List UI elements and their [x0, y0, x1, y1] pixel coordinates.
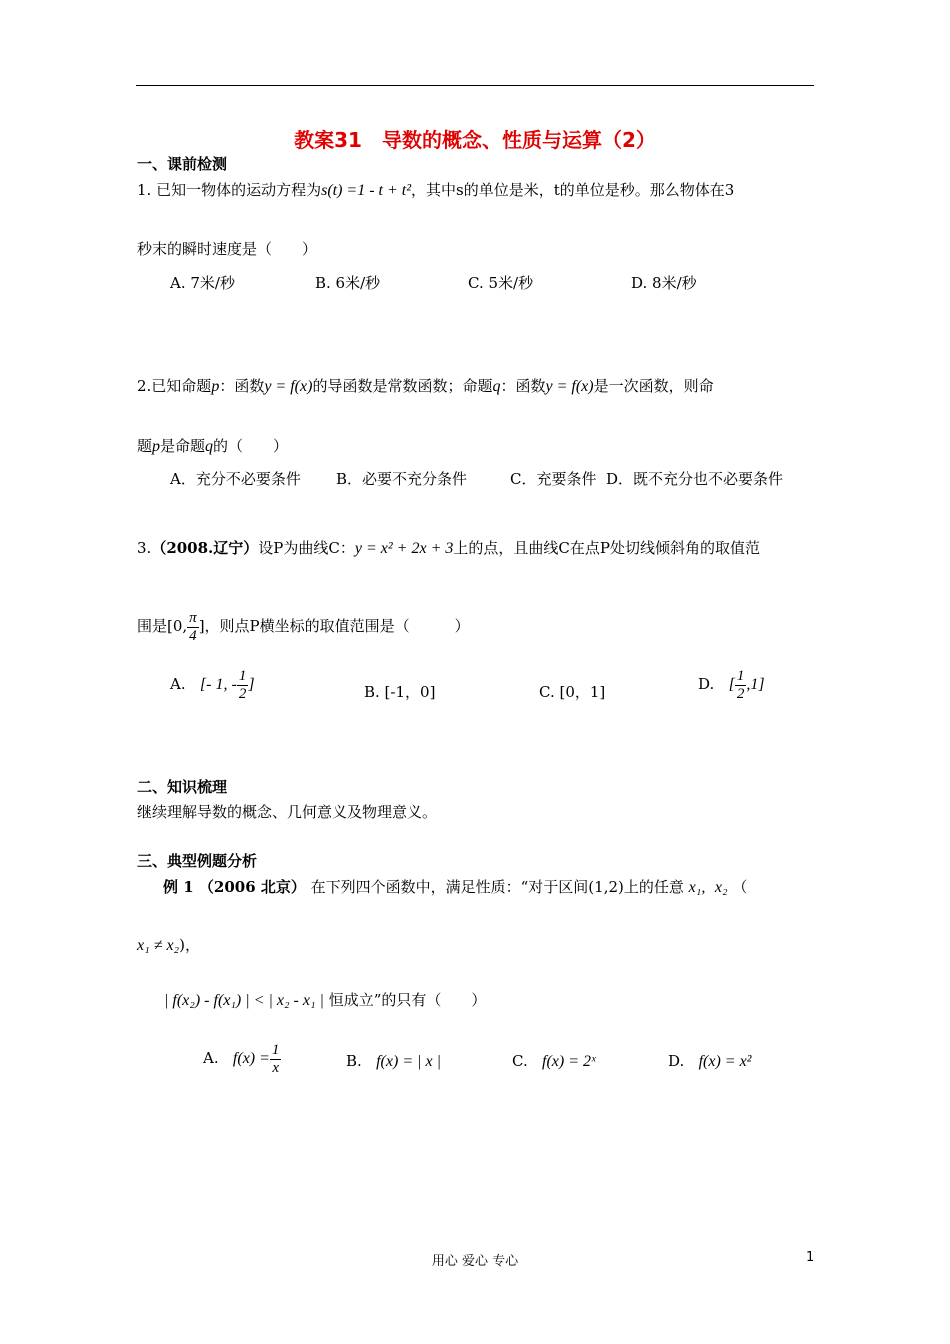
- q3-four: 4: [189, 627, 197, 644]
- q3-line1: [137, 537, 760, 558]
- q3-option-a: [170, 668, 255, 702]
- ex1-option-d-label: D.: [668, 1052, 685, 1070]
- ex1-option-a-label: A.: [203, 1049, 219, 1067]
- q3-option-d-fraction: [735, 668, 747, 702]
- ex1-label: 例 1 （2006 北京）: [163, 878, 306, 896]
- q2-line2: [137, 435, 288, 456]
- q2-option-c: C．充要条件: [510, 470, 597, 488]
- q1-option-d: D. 8米/秒: [631, 274, 697, 292]
- ex1-line1: [163, 876, 747, 897]
- q1-option-a: A. 7米/秒: [170, 274, 235, 292]
- q1-prefix: 1. 已知一物体的运动方程为: [137, 181, 322, 199]
- q3-line2: [137, 610, 470, 644]
- q3-pi: π: [189, 610, 197, 626]
- q3-prefix: 3.: [137, 539, 152, 557]
- q3-mid: 设P为曲线C：: [258, 539, 355, 557]
- ex1-option-b: [346, 1052, 441, 1071]
- q3-pi-fraction: [187, 610, 199, 644]
- ex1-x2: x₂: [714, 879, 728, 896]
- section-heading-3: 三、典型例题分析: [137, 852, 258, 870]
- q3-option-a-left: [- 1, -: [199, 676, 237, 693]
- q2-f2: y = f(x): [545, 378, 594, 395]
- q3-option-a-den: 2: [238, 685, 247, 702]
- q2-mid3: ：函数: [500, 377, 546, 395]
- ex1-option-c: [512, 1052, 596, 1071]
- ex1-option-d-f: f(x) = x²: [698, 1053, 752, 1070]
- ex1-ineq-suffix: 恒成立”的只有（ ）: [328, 991, 487, 1009]
- footer-slogan: 用心 爱心 专心: [431, 1254, 519, 1269]
- ex1-line2: [137, 934, 200, 955]
- ex1-cond: x₁ ≠ x₂: [137, 937, 180, 954]
- ex1-option-d: [668, 1052, 751, 1071]
- q3-option-b: B. [-1，0]: [364, 683, 436, 701]
- q3-option-d-num: 1: [736, 668, 745, 684]
- q2-q: q: [492, 378, 501, 395]
- q1-line1: [137, 179, 734, 200]
- q2-option-a: A．充分不必要条件: [170, 470, 301, 488]
- ex1-option-a-fraction: [270, 1042, 282, 1076]
- q3-option-d-right: ,1]: [746, 676, 765, 693]
- ex1-option-c-f: f(x) = 2ˣ: [542, 1053, 596, 1070]
- q3-line2a: 围是[0,: [137, 617, 188, 635]
- q1-option-b: B. 6米/秒: [315, 274, 381, 292]
- ex1-inequality: | f(x₂) - f(x₁) | < | x₂ - x₁ |: [164, 992, 324, 1009]
- q1-option-c: C. 5米/秒: [468, 274, 534, 292]
- ex1-option-a-den: x: [272, 1059, 279, 1076]
- q2-mid2: 的导函数是常数函数；命题: [312, 377, 493, 395]
- ex1-text: 在下列四个函数中，满足性质：“对于区间(1,2)上的任意: [310, 878, 684, 896]
- q2-mid1: ：函数: [219, 377, 265, 395]
- q2-suffix: 是一次函数，则命: [593, 377, 714, 395]
- section2-text: 继续理解导数的概念、几何意义及物理意义。: [137, 803, 438, 821]
- ex1-option-a: [203, 1042, 281, 1076]
- ex1-option-a-f: f(x) =: [232, 1050, 270, 1067]
- q1-suffix: ，其中s的单位是米，t的单位是秒。那么物体在3: [411, 181, 735, 199]
- q1-line2: 秒末的瞬时速度是（ ）: [137, 240, 318, 258]
- q2-option-d: D．既不充分也不必要条件: [606, 470, 784, 488]
- ex1-x1: x₁,: [688, 879, 706, 896]
- q2-line2c: 的（ ）: [213, 437, 289, 455]
- q2-f1: y = f(x): [264, 378, 313, 395]
- q2-p2: p: [152, 438, 161, 455]
- q2-prefix: 2.已知命题: [137, 377, 212, 395]
- header-rule: [136, 85, 814, 86]
- q3-option-a-label: A.: [170, 675, 186, 693]
- ex1-line3: [164, 989, 486, 1010]
- q3-formula: y = x² + 2x + 3: [354, 540, 454, 557]
- section-heading-1: 一、课前检测: [137, 155, 228, 173]
- ex1-cond-end: )，: [179, 936, 200, 954]
- q3-option-d-den: 2: [736, 685, 745, 702]
- ex1-paren: （: [732, 878, 748, 896]
- q2-option-b: B．必要不充分条件: [336, 470, 468, 488]
- section-heading-2: 二、知识梳理: [137, 778, 228, 796]
- q3-option-d: [698, 668, 765, 702]
- q1-formula: s(t) =1 - t + t²: [321, 182, 412, 199]
- q2-line1: [137, 375, 714, 396]
- q2-p: p: [211, 378, 220, 395]
- ex1-option-b-f: f(x) = | x |: [376, 1053, 442, 1070]
- q3-option-a-fraction: [237, 668, 249, 702]
- ex1-option-a-num: 1: [271, 1042, 280, 1058]
- q3-suffix: 上的点，且曲线C在点P处切线倾斜角的取值范: [453, 539, 760, 557]
- q3-option-a-right: ]: [248, 676, 255, 693]
- ex1-option-c-label: C.: [512, 1052, 528, 1070]
- q3-option-a-num: 1: [238, 668, 247, 684]
- page-number: 1: [806, 1250, 815, 1265]
- q2-line2b: 是命题: [160, 437, 206, 455]
- q3-option-c: C. [0，1]: [539, 683, 606, 701]
- q3-line2b: ]，则点P横坐标的取值范围是（ ）: [198, 617, 470, 635]
- ex1-option-b-label: B.: [346, 1052, 362, 1070]
- q2-q2: q: [205, 438, 214, 455]
- q3-option-d-left: [: [728, 676, 735, 693]
- q2-line2a: 题: [137, 437, 153, 455]
- q3-option-d-label: D.: [698, 675, 715, 693]
- q3-source: （2008.辽宁）: [151, 539, 259, 557]
- page-title: 教案31 导数的概念、性质与运算（2）: [294, 128, 656, 152]
